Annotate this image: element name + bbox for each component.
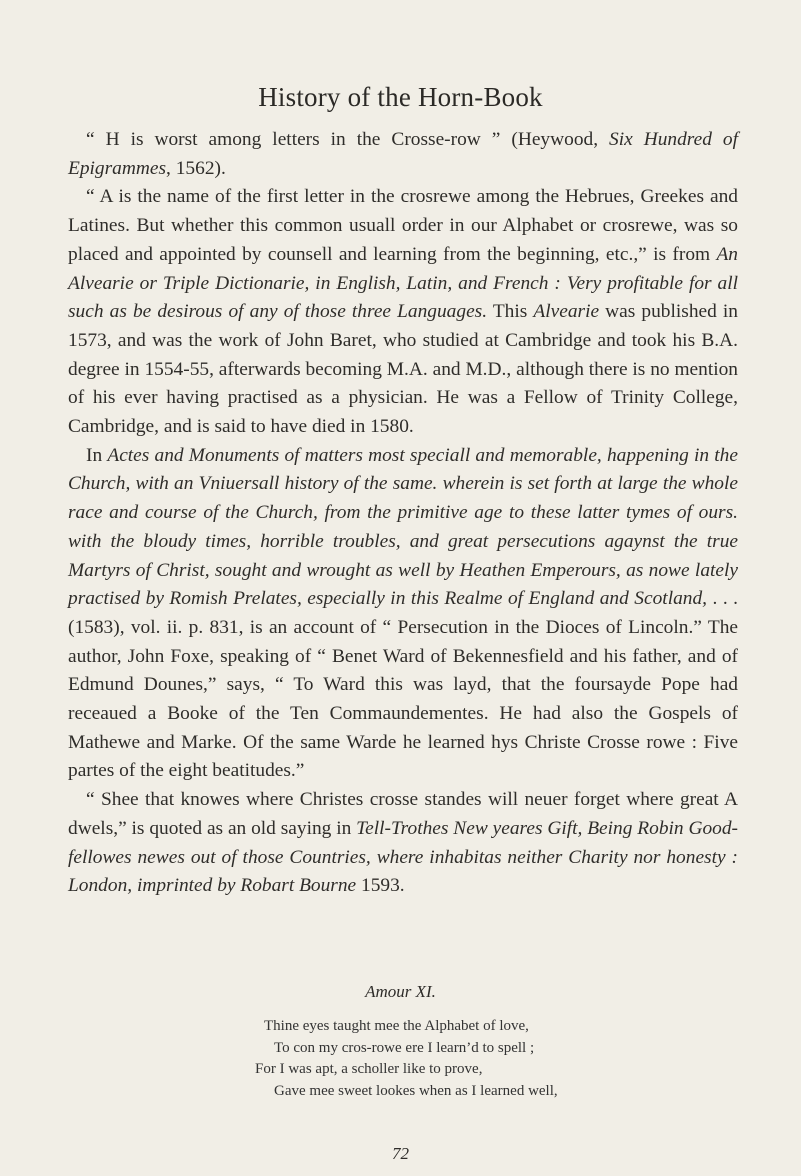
poem-line: For I was apt, a scholler like to prove, [255,1061,483,1077]
paragraph [68,786,738,901]
paragraph-text: In [86,444,108,466]
page-number: 72 [392,1144,409,1163]
italic-title-text: Six Hundred of Epigrammes [68,129,738,179]
italic-title-text: Actes and Monuments of matters most speciall and memorable, happening in the Church, with an Vniuersall history of the same. wherein is set forth at large the whole race and course of the Church, from the primitive age to these latter tymes of ours. with the bloudy times, horrible troubles, and great persecutions agaynst the true Martyrs of Christ, sought and wrought as well by Heathen Emperours, as nowe lately practised by Romish Prelates, especially in this Realme of England and Scotland, [68,444,738,610]
paragraph-text: , 1562). [166,157,226,179]
paragraph [68,183,738,441]
paragraph-text: “ A is the name of the first letter in the crosrewe among the Hebrues, Greekes and Latines. But whether this common usuall order in our Alphabet or crosrewe, was so placed and appointed by counsell and learning from the beginning, etc.,” is from [68,186,738,265]
paragraph-text: This [487,301,534,323]
page-title: History of the Horn-Book [258,82,543,112]
italic-title-text: Alvearie [533,301,600,323]
italic-title-text: An Alvearie or Triple Dictionarie, in English, Latin, and French : Very profitable for all such as be desirous of any of those three Languages. [68,243,738,323]
paragraph [68,442,738,786]
paragraph-text: was published in 1573, and was the work of John Baret, who studied at Cambridge and took his B.A. degree in 1554-55, afterwards becoming M.A. and M.D., although there is no mention of his ever having practised as a physician. He was a Fellow of Trinity College, Cambridge, and is said to have died in 1580. [68,301,738,438]
poem-line: Thine eyes taught mee the Alphabet of love, [264,1018,529,1034]
paragraph-text: “ H is worst among letters in the Crosse-row ” (Heywood, [86,129,610,150]
poem-line: To con my cros-rowe ere I learn’d to spell ; [274,1039,535,1056]
paragraph-text: “ Shee that knowes where Christes crosse standes will neuer forget where great A dwels,” is quoted as an old saying in [68,789,738,839]
body-text [68,126,738,901]
paragraph-text: . . . (1583), vol. ii. p. 831, is an account of “ Persecution in the Dioces of Lincoln.” The author, John Foxe, speaking of “ Benet Ward of Bekennesfield and his father, and of Edmund Dounes,” says, “ To Ward this was layd, that the foursayde Pope had receaued a Booke of the Ten Commaundementes. He had also the Gospels of Mathewe and Marke. Of the same Warde he learned hys Christe Crosse rowe : Five partes of the eight beatitudes.” [68,588,738,782]
poem-line: Gave mee sweet lookes when as I learned well, [274,1082,558,1099]
poem [255,1016,558,1102]
poem-heading: Amour XI. [365,982,436,1001]
paragraph-text: 1593. [356,875,405,897]
italic-title-text: Tell-Trothes New yeares Gift, Being Robin Good-fellowes newes out of those Countries, where inhabitas neither Charity nor honesty : London, imprinted by Robart Bourne [68,817,738,897]
paragraph [68,126,738,183]
